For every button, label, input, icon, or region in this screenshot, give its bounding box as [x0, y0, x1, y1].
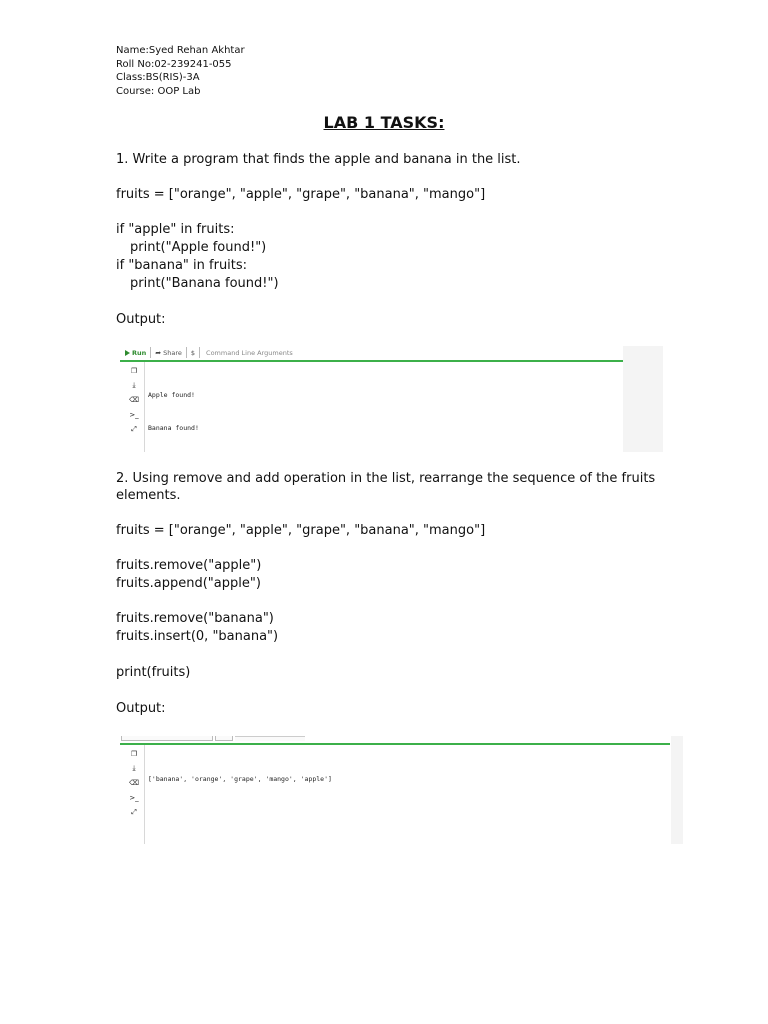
eraser-icon[interactable]: ⌫: [129, 779, 139, 788]
page-title: LAB 1 TASKS:: [323, 113, 445, 132]
eraser-icon[interactable]: ⌫: [129, 396, 139, 405]
expand-icon[interactable]: ⤢: [131, 424, 137, 433]
stdin-button[interactable]: [187, 347, 200, 358]
terminal-line: [148, 840, 332, 844]
download-icon[interactable]: ⤓: [132, 764, 136, 773]
task1-code-line: fruits = ["orange", "apple", "grape", "banana", "mango"]: [116, 187, 486, 202]
task1-code-line: print("Banana found!"): [130, 276, 279, 291]
download-icon[interactable]: ⤓: [132, 381, 136, 390]
active-tab-indicator: [120, 360, 623, 362]
terminal-output: [148, 368, 293, 452]
task1-code-line: if "banana" in fruits:: [116, 258, 248, 273]
play-icon: [125, 350, 130, 356]
task1-code-line: if "apple" in fruits:: [116, 222, 235, 237]
share-label: Share: [163, 348, 182, 357]
student-name: Name:Syed Rehan Akhtar: [116, 45, 245, 56]
task2-code-line: fruits.append("apple"): [116, 576, 261, 591]
toolbar-fragment: [215, 736, 233, 741]
active-tab-indicator: [120, 743, 670, 745]
terminal-screenshot-1: [117, 346, 663, 452]
course-info: Course: OOP Lab: [116, 85, 201, 97]
screenshot-margin: [671, 736, 683, 844]
command-line-arguments[interactable]: Command Line Arguments: [206, 348, 293, 357]
terminal-line: [148, 807, 332, 818]
task2-code-line: fruits = ["orange", "apple", "grape", "banana", "mango"]: [116, 523, 486, 538]
copy-icon[interactable]: ❐: [130, 367, 138, 376]
terminal-line: Banana found!: [148, 424, 199, 432]
task1-question: 1. Write a program that finds the apple and banana in the list.: [116, 152, 521, 167]
run-button[interactable]: [121, 347, 151, 358]
task2-code-line: fruits.remove("banana"): [116, 611, 274, 626]
task2-code-line: fruits.insert(0, "banana"): [116, 629, 279, 644]
terminal-line: ['banana', 'orange', 'grape', 'mango', 'apple']: [148, 775, 332, 783]
expand-icon[interactable]: ⤢: [131, 807, 137, 816]
terminal-line: Apple found!: [148, 391, 195, 399]
terminal-gutter: [123, 364, 145, 437]
terminal-toolbar: [121, 346, 293, 359]
terminal-prompt-icon[interactable]: >_: [129, 410, 139, 419]
toolbar-fragment: [121, 736, 213, 741]
terminal-prompt-icon[interactable]: >_: [129, 793, 139, 802]
task1-output-label: Output:: [116, 312, 166, 327]
terminal-screenshot-2: [117, 736, 683, 844]
run-label: Run: [132, 348, 147, 357]
task2-code-line: print(fruits): [116, 665, 191, 680]
task2-code-line: fruits.remove("apple"): [116, 558, 262, 573]
toolbar-fragment: [235, 736, 305, 741]
terminal-output: [148, 752, 332, 844]
gutter-divider: [144, 745, 145, 844]
share-button[interactable]: [151, 347, 187, 358]
task2-question: 2. Using remove and add operation in the list, rearrange the sequence of the fruits elements.: [116, 471, 656, 503]
dollar-label: $: [190, 348, 196, 357]
copy-icon[interactable]: ❐: [130, 750, 138, 759]
share-icon: ➦: [155, 348, 162, 357]
terminal-gutter: [123, 747, 145, 820]
task1-code-line: print("Apple found!"): [130, 240, 267, 255]
gutter-divider: [144, 362, 145, 452]
roll-number: Roll No:02-239241-055: [116, 58, 232, 70]
class-info: Class:BS(RIS)-3A: [116, 72, 200, 83]
screenshot-margin: [623, 346, 663, 452]
task2-output-label: Output:: [116, 701, 166, 716]
